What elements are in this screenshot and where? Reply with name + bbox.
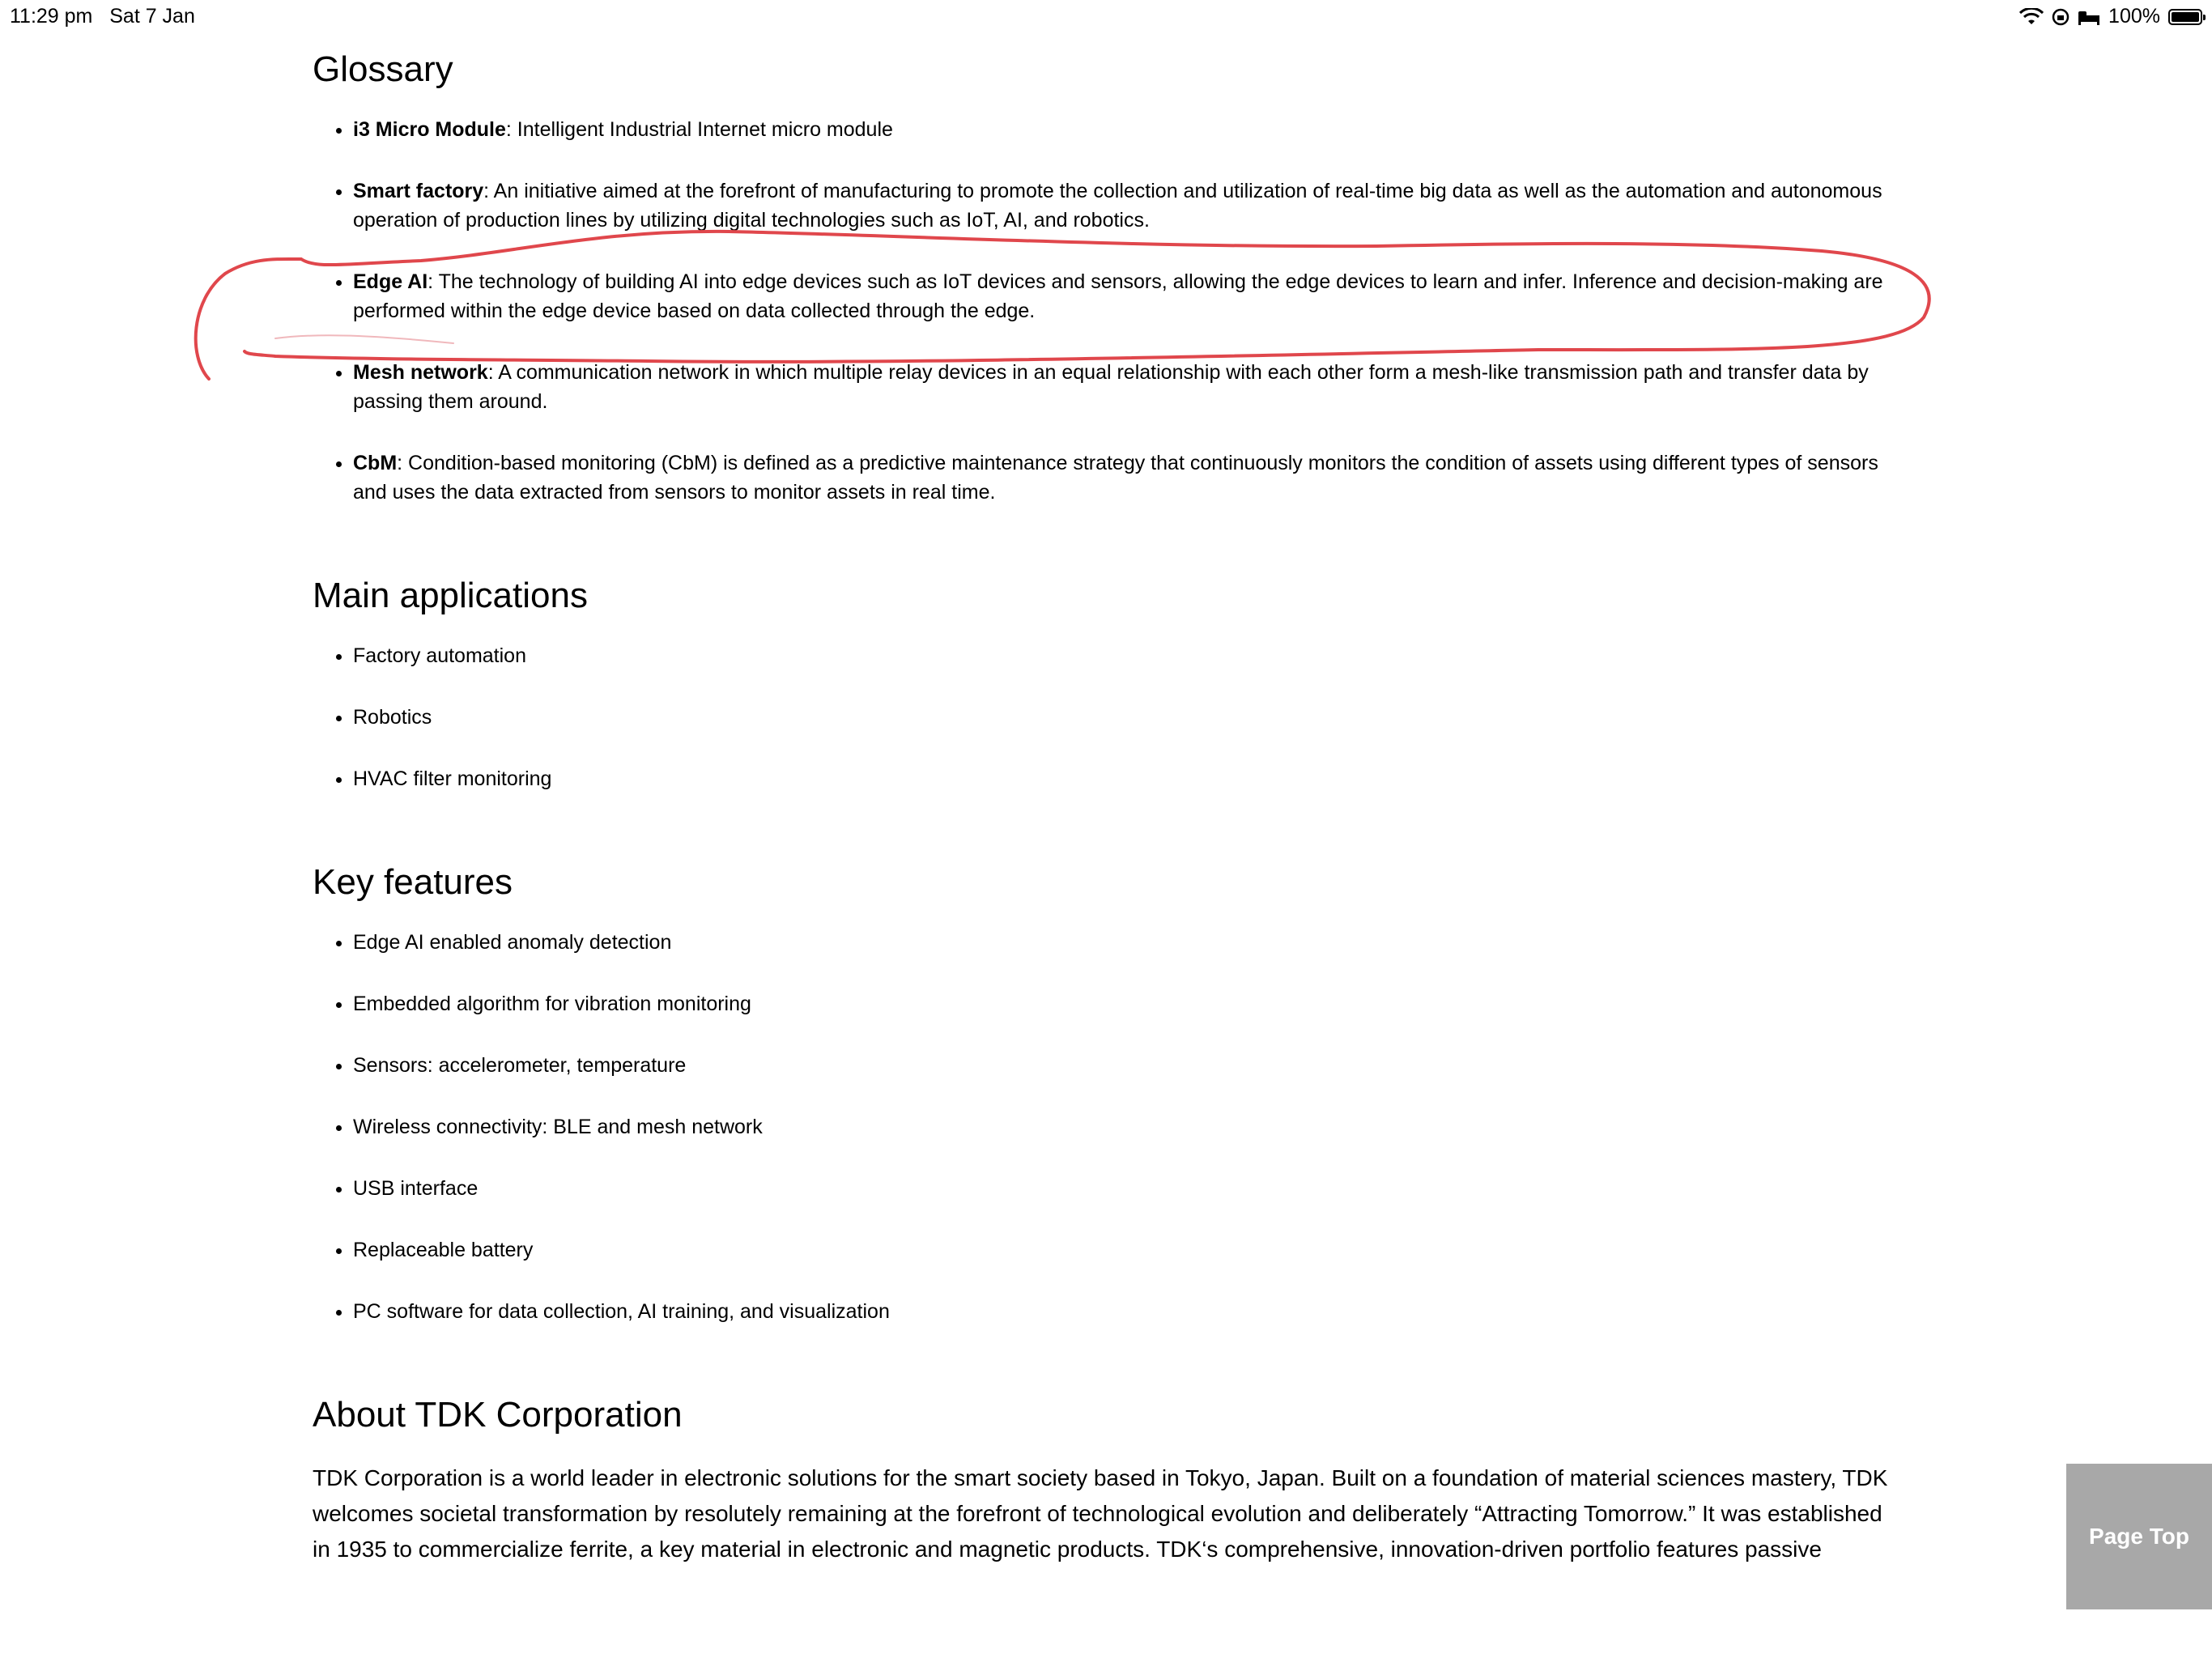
applications-section (313, 572, 1899, 793)
glossary-item (353, 267, 1891, 325)
sleep-icon (2078, 9, 2100, 25)
glossary-definition: : Intelligent Industrial Internet micro module (505, 118, 893, 141)
orientation-lock-icon (2052, 8, 2069, 26)
page-top-label: Page Top (2089, 1524, 2189, 1549)
list-item: • Wireless connectivity: BLE and mesh network (353, 1112, 1899, 1141)
about-section (313, 1391, 1899, 1567)
glossary-item (353, 358, 1891, 416)
list-item: • Robotics (353, 703, 1899, 732)
about-heading: About TDK Corporation (313, 1395, 683, 1435)
glossary-definition: : An initiative aimed at the forefront of manufacturing to promote the collection and utilization of real-time big data as well as the automation and autonomous operation of production lines by utilizing digital technologies such as IoT, AI, and robotics. (353, 180, 1882, 232)
list-item: • PC software for data collection, AI training, and visualization (353, 1297, 1899, 1326)
status-time (10, 5, 195, 28)
glossary-list (313, 115, 1899, 507)
glossary-definition: : Condition-based monitoring (CbM) is defined as a predictive maintenance strategy that continuously monitors the condition of assets using different types of sensors and uses the data extracted from sensors to monitor assets in real time. (353, 452, 1878, 504)
list-item: • Replaceable battery (353, 1235, 1899, 1265)
wifi-icon (2019, 8, 2044, 26)
glossary-item (353, 115, 1891, 144)
glossary-term: CbM (353, 452, 398, 474)
list-item: • HVAC filter monitoring (353, 764, 1899, 793)
glossary-item (353, 449, 1891, 507)
status-icons (2019, 5, 2202, 28)
list-item: • Sensors: accelerometer, temperature (353, 1051, 1899, 1080)
status-bar (0, 0, 2212, 32)
glossary-section (313, 45, 1899, 507)
date: Sat 7 Jan (109, 5, 195, 28)
glossary-term: Edge AI (353, 270, 428, 293)
glossary-term: Smart factory (353, 180, 484, 202)
glossary-term: i3 Micro Module (353, 118, 506, 141)
list-item: • Embedded algorithm for vibration monitoring (353, 989, 1899, 1018)
features-section (313, 858, 1899, 1326)
battery-icon (2168, 9, 2202, 25)
applications-heading: Main applications (313, 576, 588, 615)
battery-percent: 100% (2108, 5, 2160, 28)
features-heading: Key features (313, 862, 513, 902)
main-content (313, 45, 1899, 1632)
glossary-heading: Glossary (313, 49, 453, 89)
list-item: • USB interface (353, 1174, 1899, 1203)
page-top-button[interactable] (2066, 1464, 2212, 1609)
glossary-item (353, 176, 1891, 235)
applications-list (313, 641, 1899, 793)
about-text: TDK Corporation is a world leader in electronic solutions for the smart society based in Tokyo, Japan. Built on a foundation of material sciences mastery, TDK welcomes societal transformation by resolutely remaining at the forefront of technological evolution and deliberately “Attracting Tomorrow.” It was established in 1935 to commercialize ferrite, a key material in electronic and magnetic products. TDK‘s comprehensive, innovation-driven portfolio features passive (313, 1465, 1888, 1562)
glossary-term: Mesh network (353, 361, 488, 384)
list-item: • Edge AI enabled anomaly detection (353, 928, 1899, 957)
features-list (313, 928, 1899, 1326)
list-item: • Factory automation (353, 641, 1899, 670)
glossary-definition: : The technology of building AI into edge devices such as IoT devices and sensors, allowing the edge devices to learn and infer. Inference and decision-making are performed within the edge device based on data collected through the edge. (353, 270, 1883, 322)
time: 11:29 pm (10, 5, 93, 28)
glossary-definition: : A communication network in which multiple relay devices in an equal relationship with each other form a mesh-like transmission path and transfer data by passing them around. (353, 361, 1869, 413)
